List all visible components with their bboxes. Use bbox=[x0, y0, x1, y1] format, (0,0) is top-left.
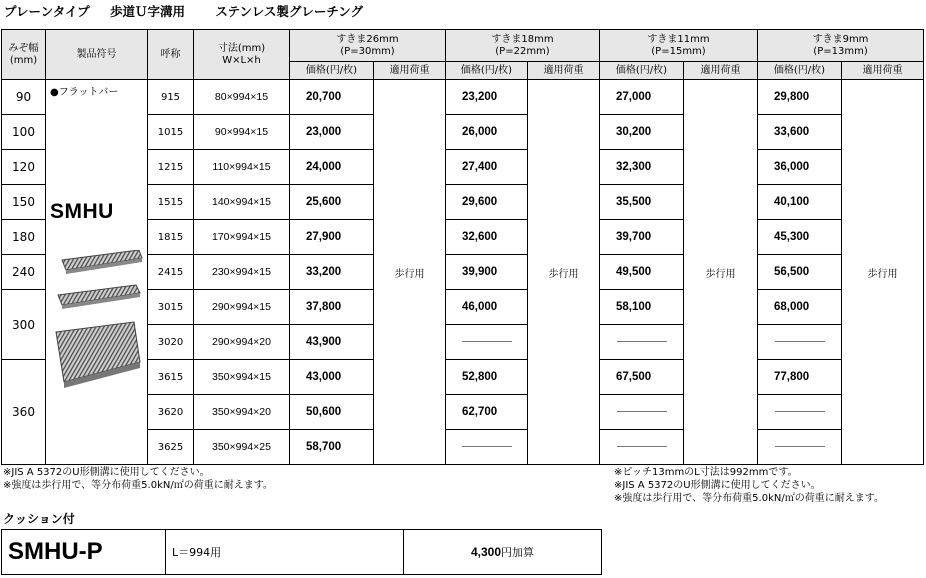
price-cell: 35,500 bbox=[600, 185, 684, 220]
price-cell: 40,100 bbox=[758, 185, 842, 220]
price-cell: 20,700 bbox=[290, 80, 374, 115]
price-cell: 49,500 bbox=[600, 255, 684, 290]
dimension-cell: 350×994×15 bbox=[194, 360, 290, 395]
dimension-cell: 90×994×15 bbox=[194, 115, 290, 150]
note-line: ※JIS A 5372のU形側溝に使用してください。 bbox=[3, 467, 210, 478]
cushion-length: L＝994用 bbox=[166, 530, 404, 575]
nominal-cell: 3020 bbox=[148, 325, 194, 360]
dash-mark bbox=[775, 411, 825, 412]
width-cell: 300 bbox=[2, 290, 46, 360]
not-available-cell bbox=[600, 325, 684, 360]
price-cell: 43,000 bbox=[290, 360, 374, 395]
not-available-cell bbox=[758, 430, 842, 465]
price-cell: 39,900 bbox=[446, 255, 528, 290]
nominal-cell: 3620 bbox=[148, 395, 194, 430]
nominal-cell: 3015 bbox=[148, 290, 194, 325]
cushion-price: 4,300 bbox=[470, 545, 502, 559]
not-available-cell bbox=[446, 325, 528, 360]
title-material: ステンレス製グレーチング bbox=[215, 4, 363, 19]
price-cell: 23,200 bbox=[446, 80, 528, 115]
header-nominal: 呼称 bbox=[148, 30, 194, 80]
price-cell: 30,200 bbox=[600, 115, 684, 150]
nominal-cell: 1215 bbox=[148, 150, 194, 185]
price-cell: 33,200 bbox=[290, 255, 374, 290]
note-line: ※強度は歩行用で、等分布荷重5.0kN/㎡の荷重に耐えます。 bbox=[3, 480, 273, 491]
price-cell: 29,600 bbox=[446, 185, 528, 220]
load-cell: 歩行用 bbox=[528, 80, 600, 465]
title-usage: 歩道Ｕ字溝用 bbox=[110, 4, 186, 19]
dash-mark bbox=[462, 341, 512, 342]
dimension-cell: 110×994×15 bbox=[194, 150, 290, 185]
nominal-cell: 2415 bbox=[148, 255, 194, 290]
price-cell: 27,000 bbox=[600, 80, 684, 115]
grating-image bbox=[54, 250, 144, 400]
header-price: 価格(円/枚) bbox=[446, 62, 528, 80]
flat-bar-label: ●フラットバー bbox=[50, 87, 119, 98]
nominal-cell: 3615 bbox=[148, 360, 194, 395]
dimension-cell: 350×994×20 bbox=[194, 395, 290, 430]
cushion-price-cell bbox=[404, 530, 602, 575]
dash-mark bbox=[617, 446, 667, 447]
notes-right bbox=[614, 466, 884, 505]
width-cell: 100 bbox=[2, 115, 46, 150]
width-cell: 180 bbox=[2, 220, 46, 255]
dimension-cell: 350×994×25 bbox=[194, 430, 290, 465]
header-product-code: 製品符号 bbox=[46, 30, 148, 80]
price-cell: 36,000 bbox=[758, 150, 842, 185]
price-cell: 27,400 bbox=[446, 150, 528, 185]
price-cell: 43,900 bbox=[290, 325, 374, 360]
width-cell: 120 bbox=[2, 150, 46, 185]
note-line: ※JIS A 5372のU形側溝に使用してください。 bbox=[614, 480, 821, 491]
cushion-price-suffix: 円加算 bbox=[501, 546, 535, 559]
price-cell: 23,000 bbox=[290, 115, 374, 150]
cushion-title: クッション付 bbox=[3, 512, 75, 526]
dimension-cell: 80×994×15 bbox=[194, 80, 290, 115]
load-cell: 歩行用 bbox=[374, 80, 446, 465]
dash-mark bbox=[462, 446, 512, 447]
price-cell: 45,300 bbox=[758, 220, 842, 255]
page-title bbox=[4, 2, 363, 20]
header-price: 価格(円/枚) bbox=[290, 62, 374, 80]
not-available-cell bbox=[600, 395, 684, 430]
header-price: 価格(円/枚) bbox=[600, 62, 684, 80]
cushion-table bbox=[1, 529, 602, 575]
nominal-cell: 1515 bbox=[148, 185, 194, 220]
header-load: 適用荷重 bbox=[528, 62, 600, 80]
dimension-cell: 170×994×15 bbox=[194, 220, 290, 255]
price-cell: 37,800 bbox=[290, 290, 374, 325]
cushion-code: SMHU-P bbox=[2, 530, 166, 575]
price-cell: 29,800 bbox=[758, 80, 842, 115]
header-dimensions: 寸法(mm) W×L×h bbox=[194, 30, 290, 80]
not-available-cell bbox=[600, 430, 684, 465]
dimension-cell: 230×994×15 bbox=[194, 255, 290, 290]
price-cell: 62,700 bbox=[446, 395, 528, 430]
load-cell: 歩行用 bbox=[684, 80, 758, 465]
nominal-cell: 1815 bbox=[148, 220, 194, 255]
notes-left bbox=[3, 466, 273, 492]
dimension-cell: 290×994×20 bbox=[194, 325, 290, 360]
price-cell: 50,600 bbox=[290, 395, 374, 430]
dash-mark bbox=[617, 341, 667, 342]
header-gap-9: すきま9mm (P=13mm) bbox=[758, 30, 924, 62]
price-cell: 39,700 bbox=[600, 220, 684, 255]
note-line: ※強度は歩行用で、等分布荷重5.0kN/㎡の荷重に耐えます。 bbox=[614, 493, 884, 504]
header-gap-18: すきま18mm (P=22mm) bbox=[446, 30, 600, 62]
price-cell: 24,000 bbox=[290, 150, 374, 185]
dash-mark bbox=[617, 411, 667, 412]
product-code: SMHU bbox=[50, 200, 114, 223]
price-cell: 52,800 bbox=[446, 360, 528, 395]
price-cell: 25,600 bbox=[290, 185, 374, 220]
note-line: ※ピッチ13mmのL寸法は992mmです。 bbox=[614, 467, 798, 478]
header-load: 適用荷重 bbox=[374, 62, 446, 80]
price-cell: 27,900 bbox=[290, 220, 374, 255]
title-type: プレーンタイプ bbox=[4, 4, 90, 19]
header-load: 適用荷重 bbox=[842, 62, 924, 80]
product-cell bbox=[46, 80, 148, 465]
dash-mark bbox=[775, 341, 825, 342]
width-cell: 240 bbox=[2, 255, 46, 290]
not-available-cell bbox=[446, 430, 528, 465]
not-available-cell bbox=[758, 325, 842, 360]
header-price: 価格(円/枚) bbox=[758, 62, 842, 80]
nominal-cell: 1015 bbox=[148, 115, 194, 150]
dimension-cell: 290×994×15 bbox=[194, 290, 290, 325]
price-cell: 33,600 bbox=[758, 115, 842, 150]
price-cell: 68,000 bbox=[758, 290, 842, 325]
dash-mark bbox=[775, 446, 825, 447]
header-gap-26: すきま26mm (P=30mm) bbox=[290, 30, 446, 62]
price-table bbox=[1, 29, 924, 465]
price-cell: 58,100 bbox=[600, 290, 684, 325]
not-available-cell bbox=[758, 395, 842, 430]
price-cell: 58,700 bbox=[290, 430, 374, 465]
price-cell: 32,300 bbox=[600, 150, 684, 185]
price-cell: 77,800 bbox=[758, 360, 842, 395]
nominal-cell: 3625 bbox=[148, 430, 194, 465]
header-width: みぞ幅 (mm) bbox=[2, 30, 46, 80]
width-cell: 150 bbox=[2, 185, 46, 220]
table-row bbox=[2, 80, 924, 115]
dimension-cell: 140×994×15 bbox=[194, 185, 290, 220]
price-cell: 26,000 bbox=[446, 115, 528, 150]
price-cell: 56,500 bbox=[758, 255, 842, 290]
price-cell: 67,500 bbox=[600, 360, 684, 395]
price-cell: 46,000 bbox=[446, 290, 528, 325]
load-cell: 歩行用 bbox=[842, 80, 924, 465]
nominal-cell: 915 bbox=[148, 80, 194, 115]
width-cell: 90 bbox=[2, 80, 46, 115]
price-cell: 32,600 bbox=[446, 220, 528, 255]
header-gap-11: すきま11mm (P=15mm) bbox=[600, 30, 758, 62]
width-cell: 360 bbox=[2, 360, 46, 465]
header-load: 適用荷重 bbox=[684, 62, 758, 80]
